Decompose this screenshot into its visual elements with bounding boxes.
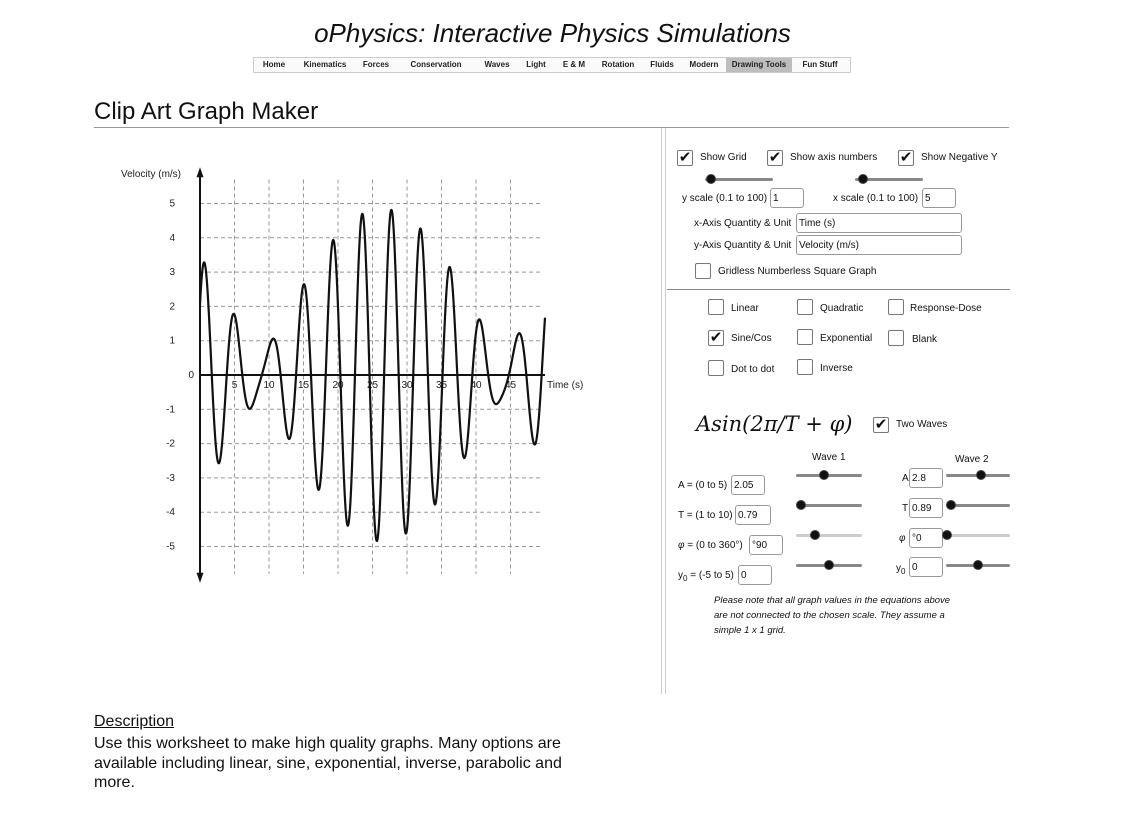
y-tick-label: 2: [169, 301, 175, 313]
x-scale-label: x scale (0.1 to 100): [833, 193, 919, 204]
show-axis-numbers-check[interactable]: ✔: [768, 149, 782, 166]
phi-symbol: φ: [678, 540, 685, 551]
inverse-check[interactable]: [797, 359, 813, 375]
y-tick-label: 4: [169, 232, 175, 244]
show-grid-label: Show Grid: [700, 152, 747, 163]
x-tick-label: 20: [332, 380, 344, 391]
y-quantity-input[interactable]: [796, 235, 962, 255]
y-scale-slider-knob[interactable]: [706, 174, 716, 184]
x-tick-label: 40: [470, 380, 482, 391]
blank-check[interactable]: [888, 330, 904, 346]
y-tick-label: 3: [169, 267, 175, 279]
y-tick-label: -2: [166, 438, 175, 450]
wave1-header: Wave 1: [812, 452, 846, 463]
wave2-phase-label: φ: [899, 533, 906, 544]
y2-subscript: 0: [901, 567, 906, 576]
two-waves-label: Two Waves: [896, 419, 948, 430]
y-tick-label: -3: [166, 472, 175, 484]
scale-note: Please note that all graph values in the equations above are not connected to the chosen scale. They assume a simple 1 x 1 grid.: [714, 595, 951, 636]
wave2-period-label: T: [902, 503, 909, 514]
x-quantity-input[interactable]: [796, 213, 962, 233]
panel-section-divider: [667, 289, 1010, 290]
quadratic-check[interactable]: [797, 299, 813, 315]
wave2-period-slider[interactable]: [946, 499, 1010, 511]
wave2-header: Wave 2: [955, 454, 989, 465]
graph-type-quadratic[interactable]: [797, 299, 813, 320]
graph-type-sine-cos[interactable]: [708, 329, 724, 347]
wave1-offset-slider[interactable]: [796, 559, 862, 571]
wave1-offset-range: = (-5 to 5): [687, 570, 734, 581]
wave1-phase-track: [796, 534, 862, 537]
wave2-amplitude-knob[interactable]: [976, 470, 986, 480]
x-quantity-label: x-Axis Quantity & Unit: [694, 218, 792, 229]
sine-cos-label: Sine/Cos: [731, 333, 772, 344]
exponential-check[interactable]: [797, 329, 813, 345]
wave2-period-knob[interactable]: [946, 500, 956, 510]
y-tick-label: 1: [169, 335, 175, 347]
wave2-offset-input[interactable]: [909, 557, 943, 577]
nav-modern[interactable]: Modern: [689, 60, 719, 69]
gridless-check[interactable]: [695, 263, 711, 279]
nav-fluids[interactable]: Fluids: [650, 60, 674, 69]
wave1-amplitude-knob[interactable]: [819, 470, 829, 480]
y-scale-input[interactable]: [770, 188, 804, 208]
graph-type-exponential[interactable]: [797, 329, 813, 350]
wave1-phase-slider[interactable]: [796, 529, 862, 541]
x-axis-title: Time (s): [547, 380, 584, 391]
wave2-offset-knob[interactable]: [973, 560, 983, 570]
two-waves-checkbox[interactable]: [873, 416, 889, 434]
response-dose-check[interactable]: [888, 299, 904, 315]
graph-type-response-dose[interactable]: [888, 299, 904, 320]
x-scale-slider-knob[interactable]: [858, 174, 868, 184]
wave1-amplitude-slider[interactable]: [796, 469, 862, 481]
dot-to-dot-check[interactable]: [708, 360, 724, 376]
show-negative-y-label: Show Negative Y: [921, 152, 998, 163]
y-tick-label: -5: [166, 541, 175, 553]
x-tick-label: 5: [231, 380, 238, 391]
response-dose-label: Response-Dose: [910, 303, 982, 314]
y-axis-arrow-up: [197, 167, 204, 177]
y-axis-arrow-down: [197, 573, 204, 583]
wave1-period-input[interactable]: [735, 505, 771, 525]
wave1-offset-input[interactable]: [738, 565, 772, 585]
nav-home[interactable]: Home: [262, 60, 286, 69]
blank-label: Blank: [912, 334, 938, 345]
description-title: Description: [94, 713, 175, 730]
wave2-period-input[interactable]: [909, 498, 943, 518]
x-tick-label: 45: [504, 380, 517, 391]
wave2-phase-input[interactable]: [909, 528, 943, 548]
wave2-phase-slider[interactable]: [942, 529, 1010, 541]
linear-label: Linear: [731, 303, 759, 314]
nav-rotation[interactable]: Rotation: [601, 60, 635, 69]
wave2-amplitude-input[interactable]: [909, 468, 943, 488]
show-axis-numbers-checkbox[interactable]: [767, 149, 783, 167]
show-negative-y-check[interactable]: ✔: [899, 149, 913, 166]
site-title: oPhysics: Interactive Physics Simulations: [314, 18, 791, 48]
dot-to-dot-label: Dot to dot: [731, 364, 775, 375]
gridless-label: Gridless Numberless Square Graph: [718, 266, 877, 277]
graph-type-inverse[interactable]: [797, 359, 813, 380]
nav-fun-stuff[interactable]: Fun Stuff: [802, 60, 838, 69]
x-tick-label: 25: [366, 380, 379, 391]
show-negative-y-checkbox[interactable]: [898, 149, 914, 167]
y-scale-slider[interactable]: [705, 173, 773, 185]
y-tick-label: 0: [188, 370, 194, 381]
wave1-amplitude-track: [796, 474, 862, 477]
nav-e-m[interactable]: E & M: [562, 60, 586, 69]
page-title: Clip Art Graph Maker: [94, 98, 319, 125]
description-text: Use this worksheet to make high quality graphs. Many options are available including linear, sine, exponential, inverse, parabolic and more.: [94, 735, 562, 791]
wave2-phase-track: [942, 534, 1010, 537]
wave1-period-slider[interactable]: [796, 499, 862, 511]
sine-cos-check[interactable]: ✔: [709, 329, 723, 346]
wave1-phase-label: [678, 540, 743, 551]
wave1-period-label: T = (1 to 10): [678, 510, 733, 521]
main-navigation: [253, 57, 851, 73]
y-symbol: y: [678, 570, 683, 581]
wave1-phase-input[interactable]: [749, 535, 783, 555]
y-scale-label: y scale (0.1 to 100): [682, 193, 768, 204]
y-tick-label: -4: [166, 507, 175, 519]
graph-type-linear[interactable]: [708, 299, 724, 320]
nav-light[interactable]: Light: [526, 60, 546, 69]
y2-symbol: y: [896, 563, 901, 574]
wave1-period-knob[interactable]: [796, 500, 806, 510]
wave1-offset-knob[interactable]: [824, 560, 834, 570]
graph-type-blank[interactable]: [888, 330, 904, 351]
wave-formula: Asin(2π/T + φ): [696, 412, 853, 436]
show-grid-checkbox[interactable]: [677, 149, 693, 167]
show-grid-check[interactable]: ✔: [678, 149, 692, 166]
nav-conservation[interactable]: Conservation: [410, 60, 462, 69]
y-tick-label: -1: [166, 404, 175, 416]
inverse-label: Inverse: [820, 363, 853, 374]
exponential-label: Exponential: [820, 333, 873, 344]
y-tick-label: 5: [169, 198, 175, 210]
panel-divider[interactable]: [661, 128, 666, 694]
nav-waves[interactable]: Waves: [484, 60, 510, 69]
graph-canvas[interactable]: [100, 160, 600, 590]
heading-divider: [94, 127, 1009, 128]
wave2-offset-label: [896, 563, 905, 576]
y-axis-title: Velocity (m/s): [121, 169, 182, 180]
quadratic-label: Quadratic: [820, 303, 864, 314]
y-quantity-label: y-Axis Quantity & Unit: [694, 240, 792, 251]
wave1-phase-range: = (0 to 360°): [684, 540, 743, 551]
wave1-phase-knob[interactable]: [810, 530, 820, 540]
graph-type-dot-to-dot[interactable]: [708, 360, 724, 381]
y-subscript: 0: [683, 574, 688, 583]
wave1-amplitude-input[interactable]: [731, 475, 765, 495]
nav-drawing-tools[interactable]: Drawing Tools: [726, 58, 792, 72]
x-scale-slider[interactable]: [855, 173, 923, 185]
wave2-amplitude-label: A: [902, 473, 909, 484]
x-scale-input[interactable]: [922, 188, 956, 208]
wave1-amplitude-label: A = (0 to 5): [678, 480, 728, 491]
x-tick-label: 15: [297, 380, 310, 391]
x-tick-label: 35: [435, 380, 448, 391]
gridless-checkbox[interactable]: [695, 263, 711, 284]
nav-kinematics[interactable]: Kinematics: [303, 60, 347, 69]
two-waves-check[interactable]: ✔: [874, 416, 888, 433]
show-axis-numbers-label: Show axis numbers: [790, 152, 878, 163]
wave2-phase-knob[interactable]: [942, 530, 952, 540]
wave2-offset-slider[interactable]: [946, 559, 1010, 571]
nav-forces[interactable]: Forces: [362, 60, 390, 69]
x-tick-label: 10: [263, 380, 275, 391]
wave1-offset-label: [678, 570, 734, 583]
x-tick-label: 30: [401, 380, 413, 391]
wave2-amplitude-slider[interactable]: [946, 469, 1010, 481]
linear-check[interactable]: [708, 299, 724, 315]
